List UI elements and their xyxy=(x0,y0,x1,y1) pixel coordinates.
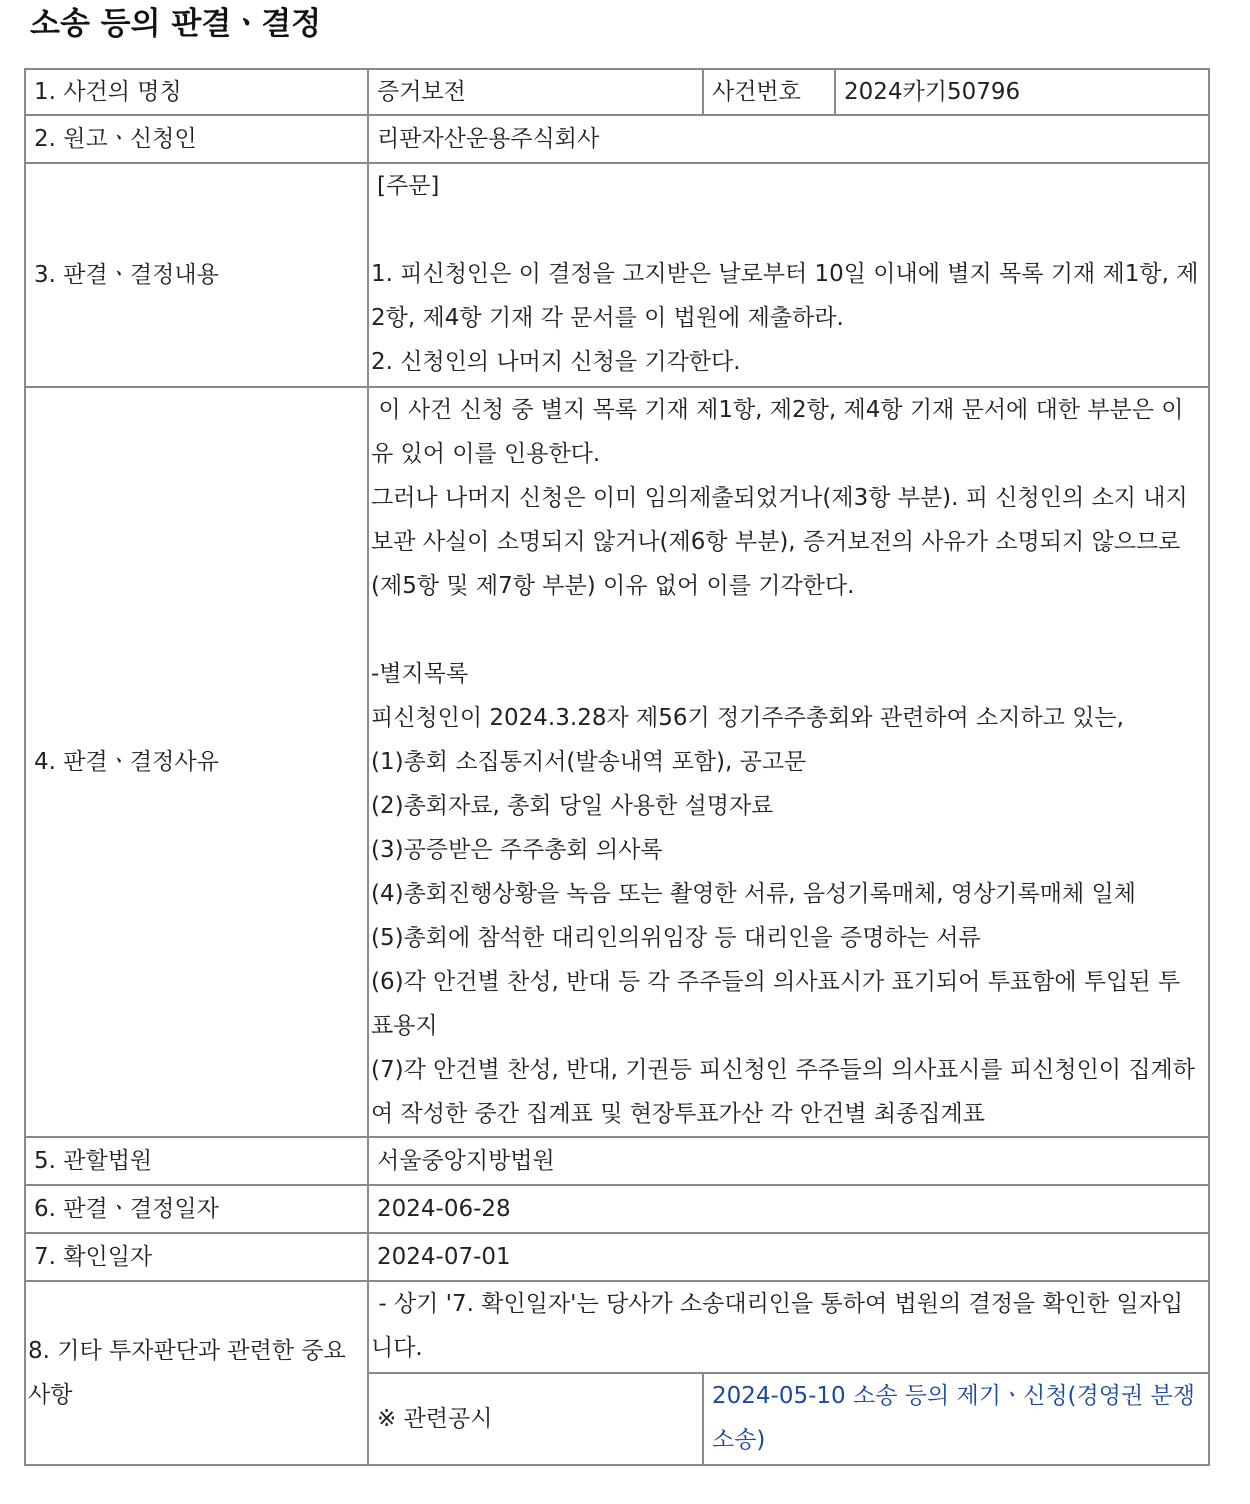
related-label: ※ 관련공시 xyxy=(368,1373,703,1465)
related-disclosure-link[interactable]: 2024-05-10 소송 등의 제기ㆍ신청(경영권 분쟁 소송) xyxy=(712,1383,1195,1453)
related-link-cell xyxy=(703,1373,1209,1465)
row-case-name xyxy=(25,69,1209,115)
row-decision xyxy=(25,163,1209,387)
row-plaintiff xyxy=(25,115,1209,163)
attachment-list-intro: 피신청인이 2024.3.28자 제56기 정기주주총회와 관련하여 소지하고 있는, xyxy=(371,705,1124,731)
attachment-item: (6)각 안건별 찬성, 반대 등 각 주주들의 의사표시가 표기되어 투표함에 투입된 투표용지 xyxy=(371,969,1181,1039)
other-note-text: - 상기 '7. 확인일자'는 당사가 소송대리인을 통하여 법원의 결정을 확인한 일자입니다. xyxy=(371,1291,1184,1361)
row-decision-date xyxy=(25,1185,1209,1233)
disclosure-table xyxy=(24,68,1210,1466)
reason-content xyxy=(368,387,1209,1137)
decision-heading: [주문] xyxy=(377,173,440,199)
court-label: 5. 관할법원 xyxy=(25,1137,368,1185)
reason-paragraph-2: 그러나 나머지 신청은 이미 임의제출되었거나(제3항 부분). 피 신청인의 소지 내지 보관 사실이 소명되지 않거나(제6항 부분), 증거보전의 사유가 소명되지 않으므로(제5항 및 제7항 부분) 이유 없어 이를 기각한다. xyxy=(371,485,1188,599)
decision-line-2: 2. 신청인의 나머지 신청을 기각한다. xyxy=(371,349,741,375)
other-label: 8. 기타 투자판단과 관련한 중요사항 xyxy=(25,1281,368,1465)
confirm-date-value: 2024-07-01 xyxy=(368,1233,1209,1281)
row-reason xyxy=(25,387,1209,1137)
plaintiff-label: 2. 원고ㆍ신청인 xyxy=(25,115,368,163)
attachment-item: (4)총회진행상황을 녹음 또는 촬영한 서류, 음성기록매체, 영상기록매체 일체 xyxy=(371,881,1136,907)
row-other xyxy=(25,1281,1209,1373)
row-court xyxy=(25,1137,1209,1185)
row-confirm-date xyxy=(25,1233,1209,1281)
reason-paragraph-1: 이 사건 신청 중 별지 목록 기재 제1항, 제2항, 제4항 기재 문서에 대한 부분은 이유 있어 이를 인용한다. xyxy=(371,397,1184,467)
other-note xyxy=(368,1281,1209,1373)
decision-date-value: 2024-06-28 xyxy=(368,1185,1209,1233)
court-value: 서울중앙지방법원 xyxy=(368,1137,1209,1185)
case-name-label: 1. 사건의 명칭 xyxy=(25,69,368,115)
attachment-item: (5)총회에 참석한 대리인의위임장 등 대리인을 증명하는 서류 xyxy=(371,925,981,951)
case-number-value: 2024카기50796 xyxy=(835,69,1209,115)
plaintiff-value: 리판자산운용주식회사 xyxy=(368,115,1209,163)
attachment-item: (1)총회 소집통지서(발송내역 포함), 공고문 xyxy=(371,749,807,775)
case-name-value: 증거보전 xyxy=(368,69,703,115)
decision-line-1: 1. 피신청인은 이 결정을 고지받은 날로부터 10일 이내에 별지 목록 기재 제1항, 제2항, 제4항 기재 각 문서를 이 법원에 제출하라. xyxy=(371,261,1199,331)
page-title: 소송 등의 판결ㆍ결정 xyxy=(30,6,322,42)
attachment-item: (3)공증받은 주주총회 의사록 xyxy=(371,837,663,863)
case-number-label: 사건번호 xyxy=(703,69,835,115)
confirm-date-label: 7. 확인일자 xyxy=(25,1233,368,1281)
attachment-list-title: -별지목록 xyxy=(371,661,469,687)
decision-date-label: 6. 판결ㆍ결정일자 xyxy=(25,1185,368,1233)
attachment-item: (7)각 안건별 찬성, 반대, 기권등 피신청인 주주들의 의사표시를 피신청인이 집계하여 작성한 중간 집계표 및 현장투표가산 각 안건별 최종집계표 xyxy=(371,1057,1195,1127)
attachment-item: (2)총회자료, 총회 당일 사용한 설명자료 xyxy=(371,793,774,819)
decision-label: 3. 판결ㆍ결정내용 xyxy=(25,163,368,387)
reason-label: 4. 판결ㆍ결정사유 xyxy=(25,387,368,1137)
decision-content xyxy=(368,163,1209,387)
